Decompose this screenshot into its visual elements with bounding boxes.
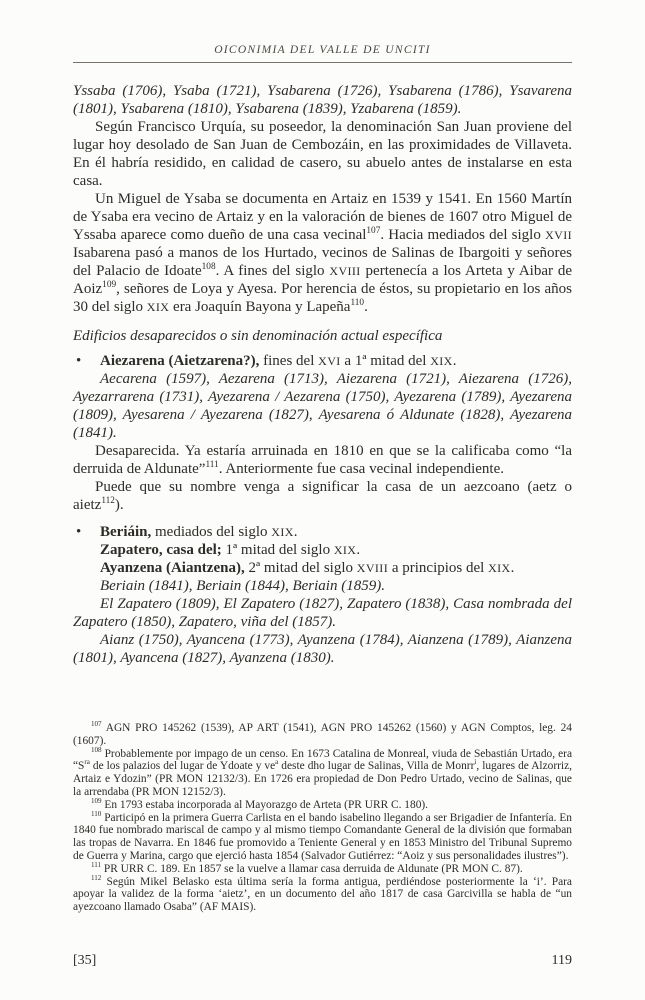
text-run: a principios del	[388, 560, 489, 576]
bold-run: Ayanzena (Aiantzena),	[100, 560, 245, 576]
superscript-ref: 108	[201, 262, 216, 272]
roman-numeral: XVIII	[329, 264, 361, 278]
text-run: Según Francisco Urquía, su poseedor, la denominación San Juan proviene del lugar hoy desolado de San Juan de Cembozáin, en las proximidades de Villaveta. En él habría residido, en calidad de casero, su abuelo antes de instalarse en esta casa.	[73, 119, 572, 189]
footnote	[73, 722, 572, 748]
text-run: mediados del siglo	[151, 524, 272, 540]
text-run: Isabarena pasó a manos de los Hurtado, vecinos de Salinas de Ibargoiti y señores del Palacio de Idoate	[73, 245, 572, 279]
bullet-icon: •	[76, 353, 82, 369]
superscript-ref: 109	[102, 280, 117, 290]
text-run: ).	[114, 497, 124, 513]
italic-run: Aianz (1750), Ayancena (1773), Ayanzena (1784), Aianzena (1789), Aianzena (1801), Ayancena (1827), Ayanzena (1830).	[73, 632, 572, 666]
citation-paragraph	[73, 595, 572, 631]
footnote	[73, 796, 572, 812]
bold-run: Aiezarena (Aietzarena?),	[100, 353, 260, 369]
running-header: OICONIMIA DEL VALLE DE UNCITI	[73, 44, 572, 63]
text-run: 2ª mitad del siglo	[244, 560, 357, 576]
superscript-ref: 111	[91, 860, 102, 869]
footnotes	[73, 722, 572, 914]
page-body	[73, 82, 572, 667]
roman-numeral: XVII	[545, 228, 572, 242]
text-run: Según Mikel Belasko esta última sería la forma antigua, perdiéndose posteriormente la ‘i’. Para apoyar la validez de la forma ‘aietz’, en un documento del año 1817 de casa Garcivilla se habla de “un ayezcoano llamado Osaba” (AF MAIS).	[73, 875, 572, 914]
paragraph-continued	[73, 82, 572, 118]
text-run: .	[356, 542, 361, 558]
text-run: Participó en la primera Guerra Carlista en el bando isabelino llegando a ser Brigadier de Infantería. En 1840 fue nombrado mariscal de campo y al mismo tiempo Comandante General de la división que formaban las tropas de Navarra. En 1846 fue promovido a Teniente General y en 1853 Ministro del Tribunal Supremo de Guerra y Marina, cargo que ejerció hasta 1854 (Salvador Gutiérrez: “Aoiz y sus personalidades ilustres”).	[73, 811, 572, 862]
superscript-ref: 110	[350, 298, 365, 308]
italic-run: Aecarena (1597), Aezarena (1713), Aiezarena (1721), Aiezarena (1726), Ayezarrarena (1731), Ayezarena / Aezarena (1750), Ayezarena (1789), Ayezarena (1809), Ayesarena / Ayezarena (1827), Ayesarena ó Aldunate (1828), Ayezarena (1841).	[73, 371, 572, 441]
text-run: . Hacia mediados del siglo	[380, 227, 546, 243]
superscript-ref: 112	[91, 873, 102, 882]
superscript-ref: 111	[205, 460, 219, 470]
text-run: En 1793 estaba incorporada al Mayorazgo de Arteta (PR URR C. 180).	[101, 798, 429, 811]
superscript-ref: 107	[91, 720, 102, 729]
text-run: PR URR C. 189. En 1857 se la vuelve a llamar casa derruida de Aldunate (PR MON C. 87).	[101, 862, 523, 875]
italic-run: Edificios desaparecidos o sin denominación actual específica	[73, 328, 443, 344]
citation-paragraph	[73, 370, 572, 442]
text-run: , lugares de Alzorriz, Artaiz e Ydozin” (PR MON 12132/3). En 1726 era propiedad de Don Pedro Urtado, vecino de Salinas, que la arrendaba (PR MON 12152/3).	[73, 760, 572, 798]
bullet-icon: •	[76, 524, 82, 540]
sub-item	[73, 541, 572, 559]
text-run: era Joaquín Bayona y Lapeña	[169, 299, 351, 315]
superscript-ref: i	[474, 758, 477, 767]
text-run: .	[364, 299, 368, 315]
text-run: de los palazios del lugar de Ydoate y ve	[89, 760, 276, 773]
superscript-ref: 110	[91, 809, 102, 818]
text-run: .	[452, 353, 457, 369]
text-run: . Anteriormente fue casa vecinal independiente.	[218, 461, 505, 477]
roman-numeral: XIX	[430, 354, 453, 368]
superscript-ref: ra	[84, 758, 90, 767]
superscript-ref: 109	[91, 796, 102, 805]
sheet-number: [35]	[73, 953, 97, 968]
text-run: Un Miguel de Ysaba se documenta en Artaiz en 1539 y 1541. En 1560 Martín de Ysaba era vecino de Artaiz y en la valoración de bienes de 1607 otro Miguel de Yssaba aparece como dueño de una casa vecinal	[73, 191, 572, 243]
roman-numeral: XIX	[271, 525, 294, 539]
footnote	[73, 860, 572, 876]
page-number: 119	[551, 953, 572, 968]
paragraph	[73, 442, 572, 478]
italic-run: Beriain (1841), Beriain (1844), Beriain (1859).	[100, 578, 385, 594]
bullet-item	[73, 352, 572, 370]
superscript-ref: 107	[366, 226, 381, 236]
text-run: . A fines del siglo	[215, 263, 330, 279]
text-run: AGN PRO 145262 (1539), AP ART (1541), AGN PRO 145262 (1560) y AGN Comptos, leg. 24 (1607).	[73, 722, 572, 747]
text-run: 1ª mitad del siglo	[221, 542, 334, 558]
section-heading	[73, 327, 572, 345]
text-run: , señores de Loya y Ayesa. Por herencia de éstos, su propietario en los años 30 del siglo	[73, 281, 572, 315]
italic-run: Yssaba (1706), Ysaba (1721), Ysabarena (1726), Ysabarena (1786), Ysavarena (1801), Ysabarena (1810), Ysabarena (1839), Yzabarena (1859).	[73, 83, 572, 117]
text-run: deste dho lugar de Salinas, Villa de Monrr	[278, 760, 475, 773]
roman-numeral: XIX	[333, 543, 357, 557]
sub-item	[73, 559, 572, 577]
paragraph	[73, 190, 572, 316]
bold-run: Zapatero, casa del;	[100, 542, 222, 558]
roman-numeral: XIX	[146, 300, 170, 314]
paragraph	[73, 118, 572, 190]
text-run: Puede que su nombre venga a significar la casa de un aezcoano (aetz o aietz	[73, 479, 572, 513]
page-footer	[73, 953, 572, 969]
superscript-ref: 112	[101, 496, 115, 506]
paragraph	[73, 478, 572, 514]
roman-numeral: XVIII	[356, 561, 389, 575]
text-run: Desaparecida. Ya estaría arruinada en 1810 en que se la calificaba como “la derruida de Aldunate”	[73, 443, 572, 477]
citation-paragraph	[73, 577, 572, 595]
text-run: fines del	[259, 353, 319, 369]
text-run: .	[510, 560, 515, 576]
text-run: a 1ª mitad del	[340, 353, 431, 369]
bold-run: Beriáin,	[100, 524, 152, 540]
roman-numeral: XIX	[488, 561, 511, 575]
bullet-item	[73, 523, 572, 541]
superscript-ref: a	[275, 758, 279, 767]
italic-run: El Zapatero (1809), El Zapatero (1827), Zapatero (1838), Casa nombrada del Zapatero (1850), Zapatero, viña del (1857).	[73, 596, 572, 630]
superscript-ref: 108	[91, 745, 102, 754]
footnote	[73, 873, 572, 914]
text-run: pertenecía a los Arteta y Aibar de Aoiz	[73, 263, 572, 297]
roman-numeral: XVI	[318, 354, 341, 368]
footnote	[73, 745, 572, 799]
text-run: .	[293, 524, 298, 540]
footnote	[73, 809, 572, 863]
citation-paragraph	[73, 631, 572, 667]
text-run: Probablemente por impago de un censo. En 1673 Catalina de Monreal, viuda de Sebastián Urtado, era “S	[73, 747, 572, 773]
